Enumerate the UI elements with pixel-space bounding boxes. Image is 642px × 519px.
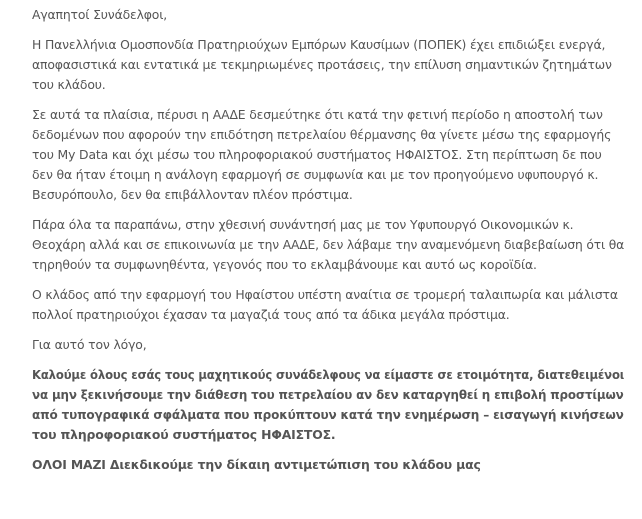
paragraph-line: Πάρα όλα τα παραπάνω, στην χθεσινή συνάντησή μας με τον Υφυπουργό Οικονομικών κ. bbox=[32, 217, 574, 232]
paragraph-line: δεν θα ήταν έτοιμη η ανάλογη εφαρμογή σε συμφωνία και με τον προηγούμενο υφυπουργό κ. bbox=[32, 167, 599, 182]
paragraph-line: Η Πανελλήνια Ομοσπονδία Πρατηριούχων Εμπόρων Καυσίμων (ΠΟΠΕΚ) έχει επιδιώξει ενεργά, bbox=[32, 37, 606, 52]
paragraph-line: Θεοχάρη αλλά και σε επικοινωνία με την ΑΑΔΕ, δεν λάβαμε την αναμενόμενη διαβεβαίωση ότι θα bbox=[32, 237, 625, 252]
appeal-line: να μην ξεκινήσουμε την διάθεση του πετρελαίου αν δεν καταργηθεί η επιβολή προστίμων bbox=[32, 387, 624, 402]
greeting-paragraph bbox=[32, 5, 622, 25]
closing-paragraph bbox=[32, 455, 622, 475]
paragraph-meeting bbox=[32, 215, 625, 275]
appeal-paragraph bbox=[32, 365, 625, 445]
paragraph-line: του My Data και όχι μέσω του πληροφοριακού συστήματος ΗΦΑΙΣΤΟΣ. Στη περίπτωση δε που bbox=[32, 147, 602, 162]
paragraph-hardship bbox=[32, 285, 622, 325]
paragraph-line: Ο κλάδος από την εφαρμογή του Ηφαίστου υπέστη αναίτια σε τρομερή ταλαιπωρία και μάλιστα bbox=[32, 287, 618, 302]
paragraph-line: του κλάδου. bbox=[32, 77, 106, 92]
paragraph-line: πολλοί πρατηριούχοι έχασαν τα μαγαζιά τους από τα άδικα μεγάλα πρόστιμα. bbox=[32, 307, 510, 322]
greeting: Αγαπητοί Συνάδελφοι, bbox=[32, 7, 168, 22]
paragraph-line: Βεσυρόπουλο, δεν θα επιβάλλονταν πλέον πρόστιμα. bbox=[32, 187, 353, 202]
closing-line: ΟΛΟΙ ΜΑΖΙ Διεκδικούμε την δίκαιη αντιμετώπιση του κλάδου μας bbox=[32, 457, 481, 472]
paragraph-line: αποφασιστικά και εντατικά με τεκμηριωμένες προτάσεις, την επίλυση σημαντικών ζητημάτων bbox=[32, 57, 612, 72]
paragraph-line: Για αυτό τον λόγο, bbox=[32, 337, 147, 352]
paragraph-line: δεδομένων που αφορούν την επιδότηση πετρελαίου θέρμανσης θα γίνετε μέσω της εφαρμογής bbox=[32, 127, 612, 142]
appeal-line: του πληροφοριακού συστήματος ΗΦΑΙΣΤΟΣ. bbox=[32, 427, 336, 442]
paragraph-line: τηρηθούν τα συμφωνηθέντα, γεγονός που το εκλαμβάνουμε και αυτό ως κοροϊδία. bbox=[32, 257, 537, 272]
paragraph-aade-commitment bbox=[32, 105, 622, 205]
paragraph-reason bbox=[32, 335, 622, 355]
letter-body bbox=[32, 5, 625, 485]
appeal-line: Καλούμε όλους εσάς τους μαχητικούς συνάδελφους να είμαστε σε ετοιμότητα, διατεθειμένοι bbox=[32, 367, 625, 382]
paragraph-line: Σε αυτά τα πλαίσια, πέρυσι η ΑΑΔΕ δεσμεύτηκε ότι κατά την φετινή περίοδο η αποστολή των bbox=[32, 107, 603, 122]
appeal-line: από τυπογραφικά σφάλματα που προκύπτουν κατά την ενημέρωση – εισαγωγή κινήσεων bbox=[32, 407, 624, 422]
paragraph-popek-efforts bbox=[32, 35, 622, 95]
